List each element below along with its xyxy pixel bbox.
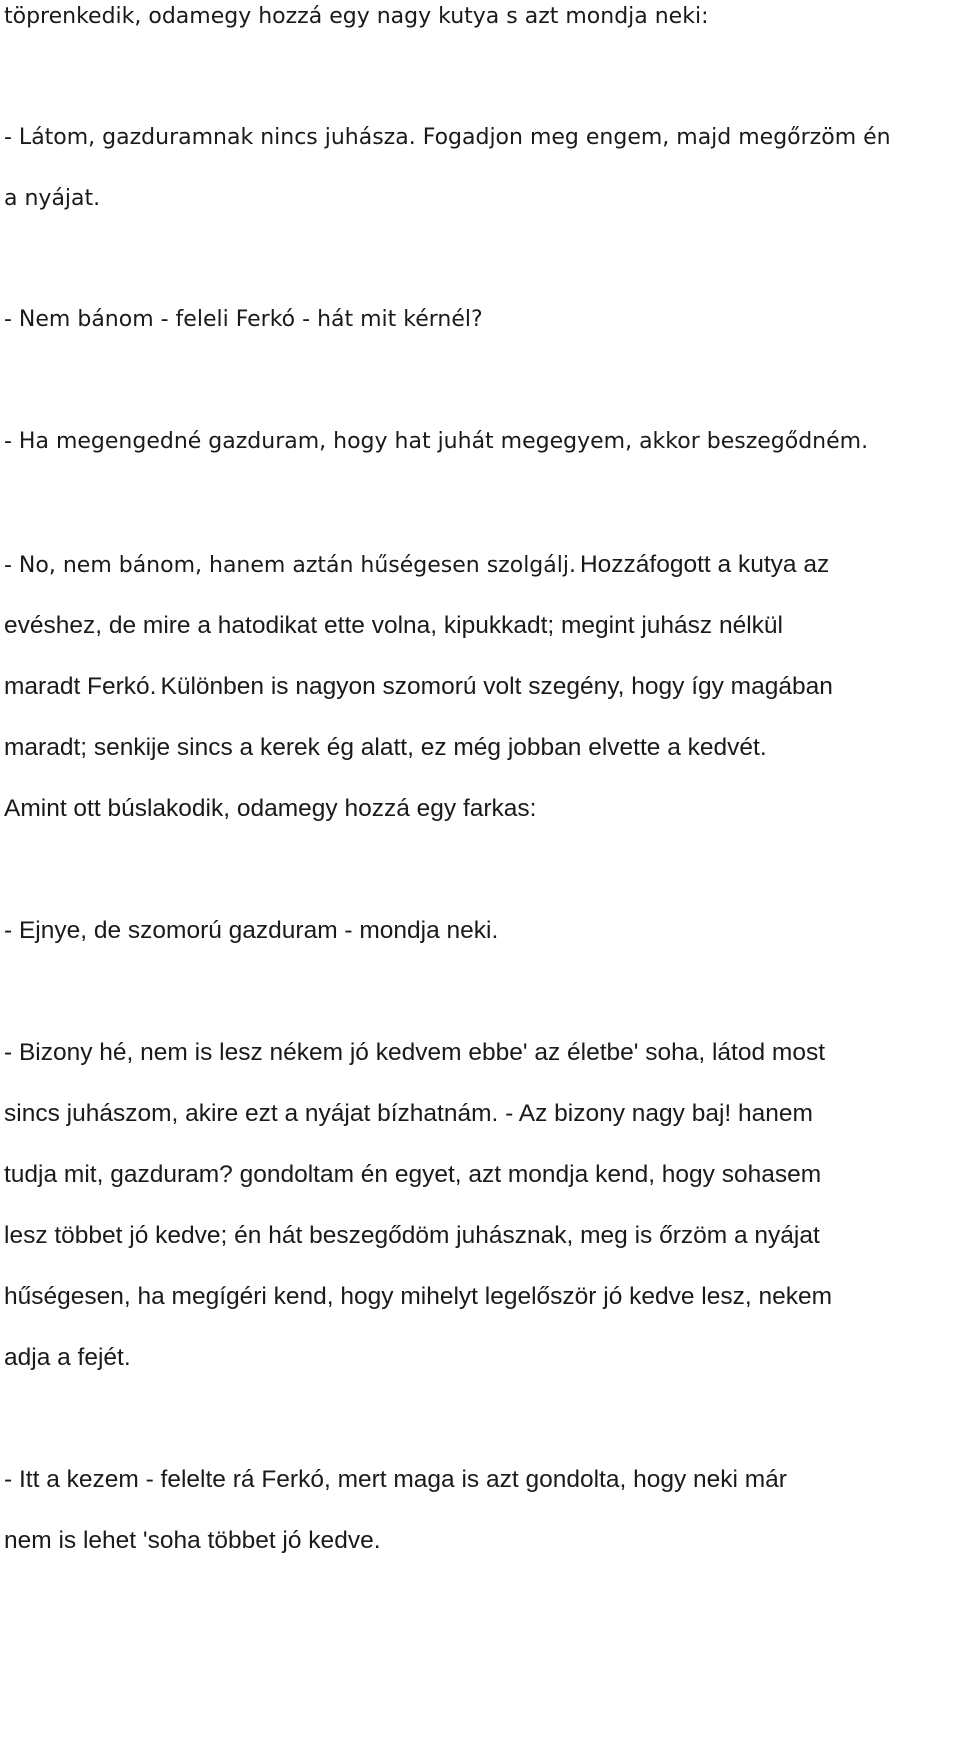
text-line: maradt; senkije sincs a kerek ég alatt, ez még jobban elvette a kedvét. — [4, 734, 767, 761]
text-line: töprenkedik, odamegy hozzá egy nagy kutya s azt mondja neki: — [4, 4, 709, 29]
text-segment: - No, nem bánom, hanem aztán hűségesen szolgálj. — [4, 553, 576, 578]
text-line: adja a fejét. — [4, 1344, 131, 1371]
text-line: - Itt a kezem - felelte rá Ferkó, mert maga is azt gondolta, hogy neki már — [4, 1466, 787, 1493]
text-line — [4, 675, 833, 700]
text-line: - Ejnye, de szomorú gazduram - mondja neki. — [4, 917, 499, 944]
text-line: a nyájat. — [4, 186, 101, 211]
text-line — [4, 553, 829, 578]
text-line: nem is lehet 'soha többet jó kedve. — [4, 1527, 381, 1554]
text-line: - Bizony hé, nem is lesz nékem jó kedvem ebbe' az életbe' soha, látod most — [4, 1039, 826, 1066]
text-line: sincs juhászom, akire ezt a nyájat bízhatnám. - Az bizony nagy baj! hanem — [4, 1100, 813, 1127]
text-line: - Nem bánom - feleli Ferkó - hát mit kérnél? — [4, 307, 483, 332]
text-line: Amint ott búslakodik, odamegy hozzá egy farkas: — [4, 795, 537, 822]
text-line: lesz többet jó kedve; én hát beszegődöm juhásznak, meg is őrzöm a nyájat — [4, 1222, 820, 1249]
text-line: evéshez, de mire a hatodikat ette volna, kipukkadt; megint juhász nélkül — [4, 612, 783, 639]
text-line: hűségesen, ha megígéri kend, hogy mihelyt legelőször jó kedve lesz, nekem — [4, 1283, 833, 1310]
text-segment: maradt Ferkó. — [4, 673, 157, 700]
text-segment: Hozzáfogott a kutya az — [579, 551, 830, 578]
text-line: - Ha megengedné gazduram, hogy hat juhát megegyem, akkor beszegődném. — [4, 429, 869, 454]
text-segment: Különben is nagyon szomorú volt szegény, hogy így magában — [160, 673, 833, 700]
text-line: tudja mit, gazduram? gondoltam én egyet, azt mondja kend, hogy sohasem — [4, 1161, 822, 1188]
text-line: - Látom, gazduramnak nincs juhásza. Fogadjon meg engem, majd megőrzöm én — [4, 125, 891, 150]
